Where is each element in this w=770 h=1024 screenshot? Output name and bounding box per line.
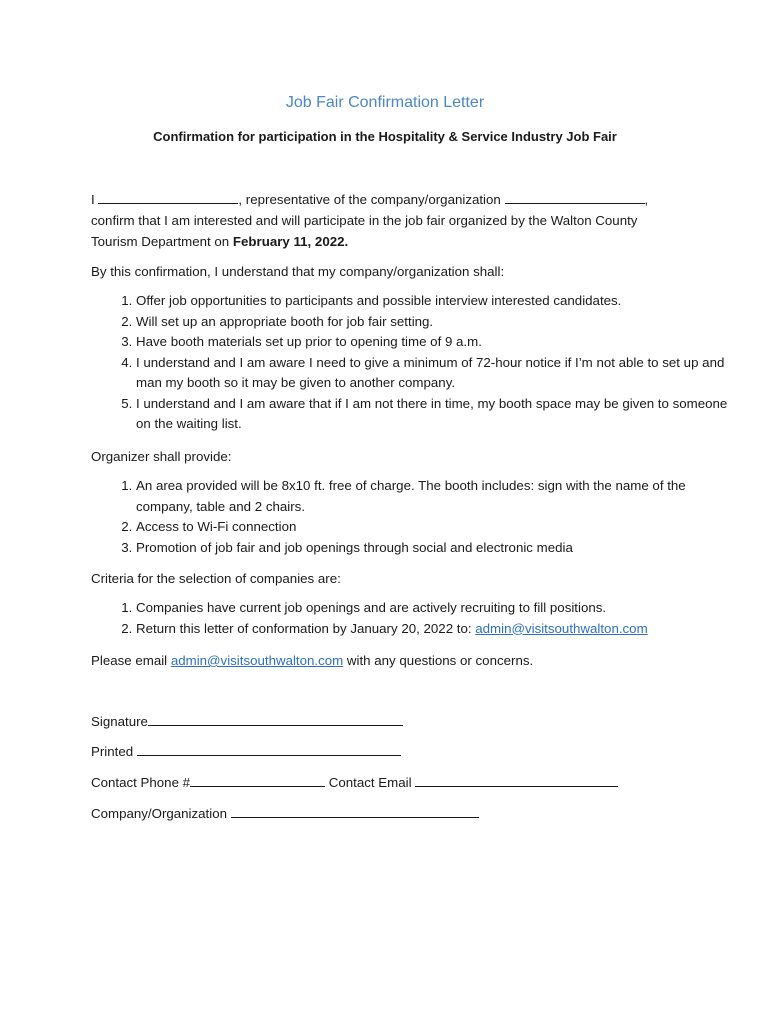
- criteria-item2-text: Return this letter of conformation by January 20, 2022 to:: [136, 620, 476, 636]
- intro-i: I: [91, 192, 95, 207]
- email-label: Contact Email: [328, 775, 412, 790]
- intro-line2: confirm that I am interested and will participate in the job fair organized by the Walton County: [91, 213, 638, 228]
- contact-prefix: Please email: [91, 653, 171, 668]
- company-line[interactable]: [231, 804, 479, 818]
- event-date: February 11, 2022.: [232, 234, 349, 249]
- list-item: 2. Will set up an appropriate booth for job fair setting.: [136, 312, 736, 333]
- list-item: 1. Offer job opportunities to participants and possible interview interested candidates.: [136, 291, 736, 312]
- criteria-heading: Criteria for the selection of companies are:: [91, 571, 341, 586]
- name-blank: [98, 190, 238, 204]
- email-line[interactable]: [415, 773, 618, 787]
- list-item: 3. Have booth materials set up prior to opening time of 9 a.m.: [136, 332, 736, 353]
- phone-label: Contact Phone #: [91, 775, 191, 790]
- signature-label: Signature: [91, 714, 148, 729]
- signature-field: [91, 712, 403, 732]
- printed-field: [91, 742, 401, 762]
- company-blank: [505, 190, 645, 204]
- intro-rep-text: , representative of the company/organization: [238, 192, 501, 207]
- page-subtitle: Confirmation for participation in the Hospitality & Service Industry Job Fair: [153, 129, 617, 144]
- list-item: 1. An area provided will be 8x10 ft. free of charge. The booth includes: sign with the name of the company, table and 2 chairs.: [136, 476, 736, 517]
- list-item: 5. I understand and I am aware that if I am not there in time, my booth space may be given to someone on the waiting list.: [136, 394, 736, 435]
- contact-paragraph: [91, 650, 691, 671]
- list-item: 3. Promotion of job fair and job openings through social and electronic media: [136, 538, 736, 559]
- list-item: 2. Access to Wi-Fi connection: [136, 517, 736, 538]
- company-label: Company/Organization: [91, 806, 227, 821]
- signature-line[interactable]: [148, 712, 403, 726]
- understand-heading: By this confirmation, I understand that my company/organization shall:: [91, 264, 505, 279]
- list-item: [136, 619, 736, 640]
- intro-line3: Tourism Department on: [91, 234, 233, 249]
- provisions-list: [91, 476, 736, 558]
- contact-suffix: with any questions or concerns.: [343, 653, 534, 668]
- contact-fields: [91, 773, 618, 793]
- page-title: Job Fair Confirmation Letter: [285, 94, 485, 111]
- intro-comma: ,: [644, 192, 649, 207]
- printed-label: Printed: [91, 744, 134, 759]
- return-email-link[interactable]: admin@visitsouthwalton.com: [475, 620, 648, 636]
- intro-paragraph: [91, 189, 691, 252]
- phone-line[interactable]: [190, 773, 325, 787]
- organizer-heading: Organizer shall provide:: [91, 449, 232, 464]
- obligations-list: [91, 291, 736, 435]
- company-field: [91, 804, 479, 824]
- list-item: 1. Companies have current job openings and are actively recruiting to fill positions.: [136, 598, 736, 619]
- contact-email-link[interactable]: admin@visitsouthwalton.com: [170, 653, 344, 668]
- printed-line[interactable]: [137, 742, 401, 756]
- list-item: 4. I understand and I am aware I need to give a minimum of 72-hour notice if I’m not able to set up and man my booth so it may be given to another company.: [136, 353, 736, 394]
- criteria-list: [91, 598, 736, 639]
